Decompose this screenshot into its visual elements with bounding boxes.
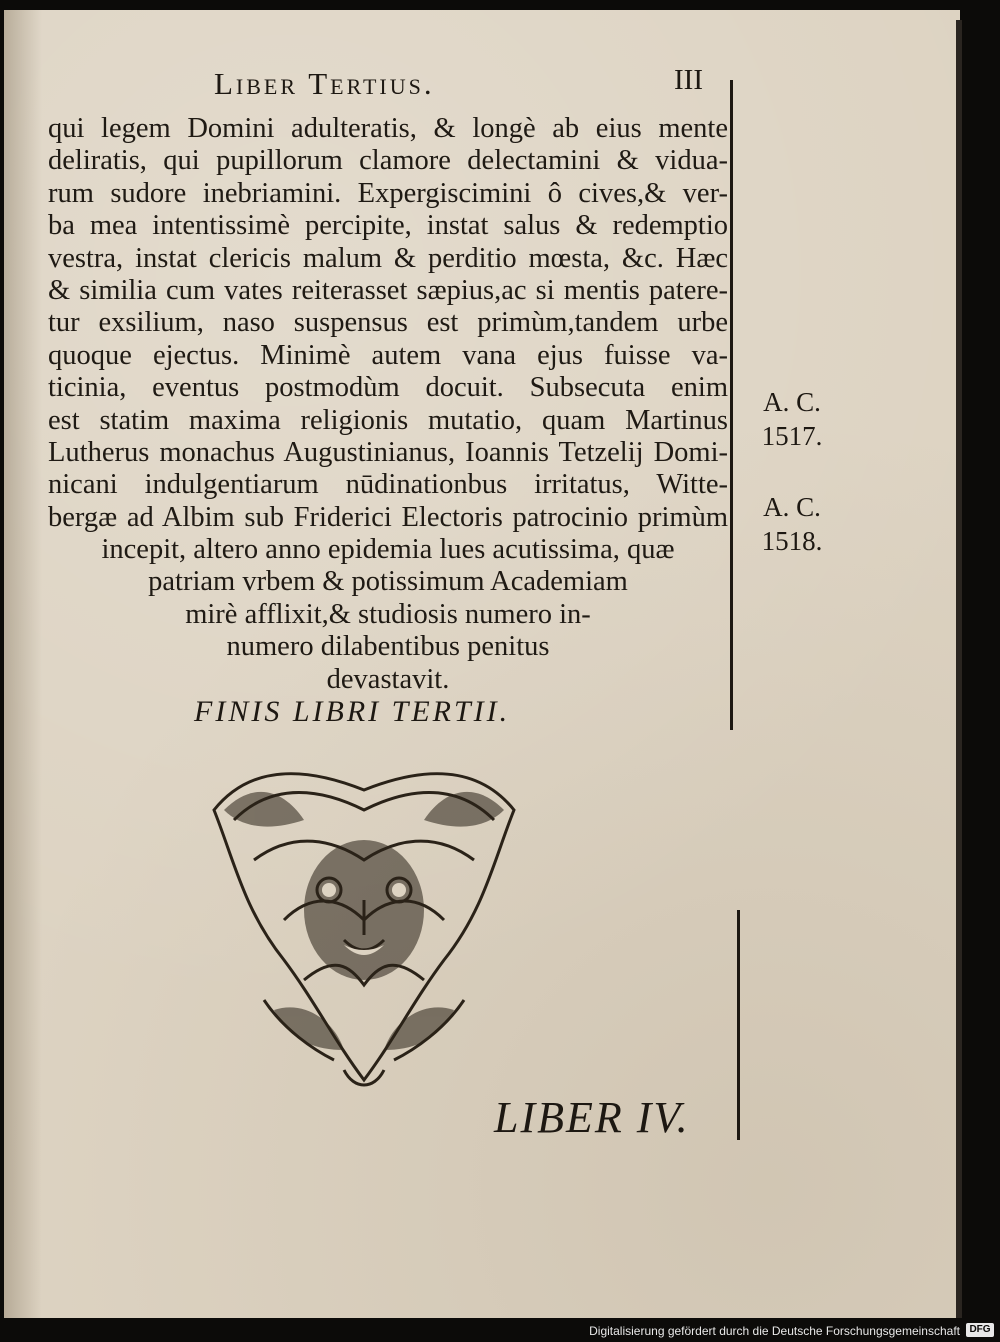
woodcut-mask-ornament-icon: [194, 750, 534, 1095]
text-line: est statim maxima religionis mutatio, quam Martinus: [48, 404, 728, 436]
text-line: ba mea intentissimè percipite, instat salus & redemptio: [48, 210, 728, 242]
text-line: patriam vrbem & potissimum Academiam: [148, 566, 628, 598]
text-line: incepit, altero anno epidemia lues acutissima, quæ: [101, 534, 675, 566]
page-number: III: [674, 64, 703, 96]
text-line: qui legem Domini adulteratis, & longè ab eius mente: [48, 113, 728, 144]
marginal-note-1517: [742, 385, 842, 453]
text-line: rum sudore inebriamini. Expergiscimini ô cives,& ver-: [48, 177, 728, 209]
digitization-credit: Digitalisierung gefördert durch die Deutsche Forschungsgemeinschaft: [589, 1324, 960, 1338]
gutter-shadow: [4, 10, 42, 1318]
marginal-label: A. C.: [763, 387, 821, 417]
text-line: quoque ejectus. Minimè autem vana ejus fuisse va-: [48, 339, 728, 371]
marginal-label: A. C.: [763, 492, 821, 522]
marginal-note-1518: [742, 490, 842, 558]
text-line: tur exsilium, naso suspensus est primùm,tandem urbe: [48, 307, 728, 339]
body-text: [48, 113, 728, 696]
margin-rule-upper: [730, 80, 733, 730]
marginal-year: 1517.: [761, 421, 823, 451]
dfg-logo-icon: DFG: [966, 1323, 994, 1337]
text-line: ticinia, eventus postmodùm docuit. Subsecuta enim: [48, 372, 728, 404]
margin-rule-lower: [737, 910, 740, 1140]
text-line: bergæ ad Albim sub Friderici Electoris patrocinio primùm: [48, 501, 728, 533]
text-line: mirè afflixit,& studiosis numero in-: [185, 598, 591, 630]
text-line: vestra, instat clericis malum & perditio mœsta, &c. Hæc: [48, 242, 728, 274]
text-line: devastavit.: [326, 663, 450, 695]
text-line: numero dilabentibus penitus: [226, 631, 550, 663]
finis-heading: FINIS LIBRI TERTII.: [194, 695, 511, 728]
text-line: Lutherus monachus Augustinianus, Ioannis Tetzelij Domi-: [48, 436, 728, 468]
next-book-heading: LIBER IV.: [494, 1093, 690, 1142]
text-line: nicani indulgentiarum nūdinationbus irritatus, Witte-: [48, 469, 728, 501]
book-page: [4, 10, 960, 1318]
running-head: Liber Tertius.: [214, 66, 435, 101]
page-edge: [956, 20, 962, 1320]
marginal-year: 1518.: [761, 526, 823, 556]
text-line: deliratis, qui pupillorum clamore delectamini & vidua-: [48, 145, 728, 177]
text-line: & similia cum vates reiterasset sæpius,ac si mentis patere-: [48, 274, 728, 306]
